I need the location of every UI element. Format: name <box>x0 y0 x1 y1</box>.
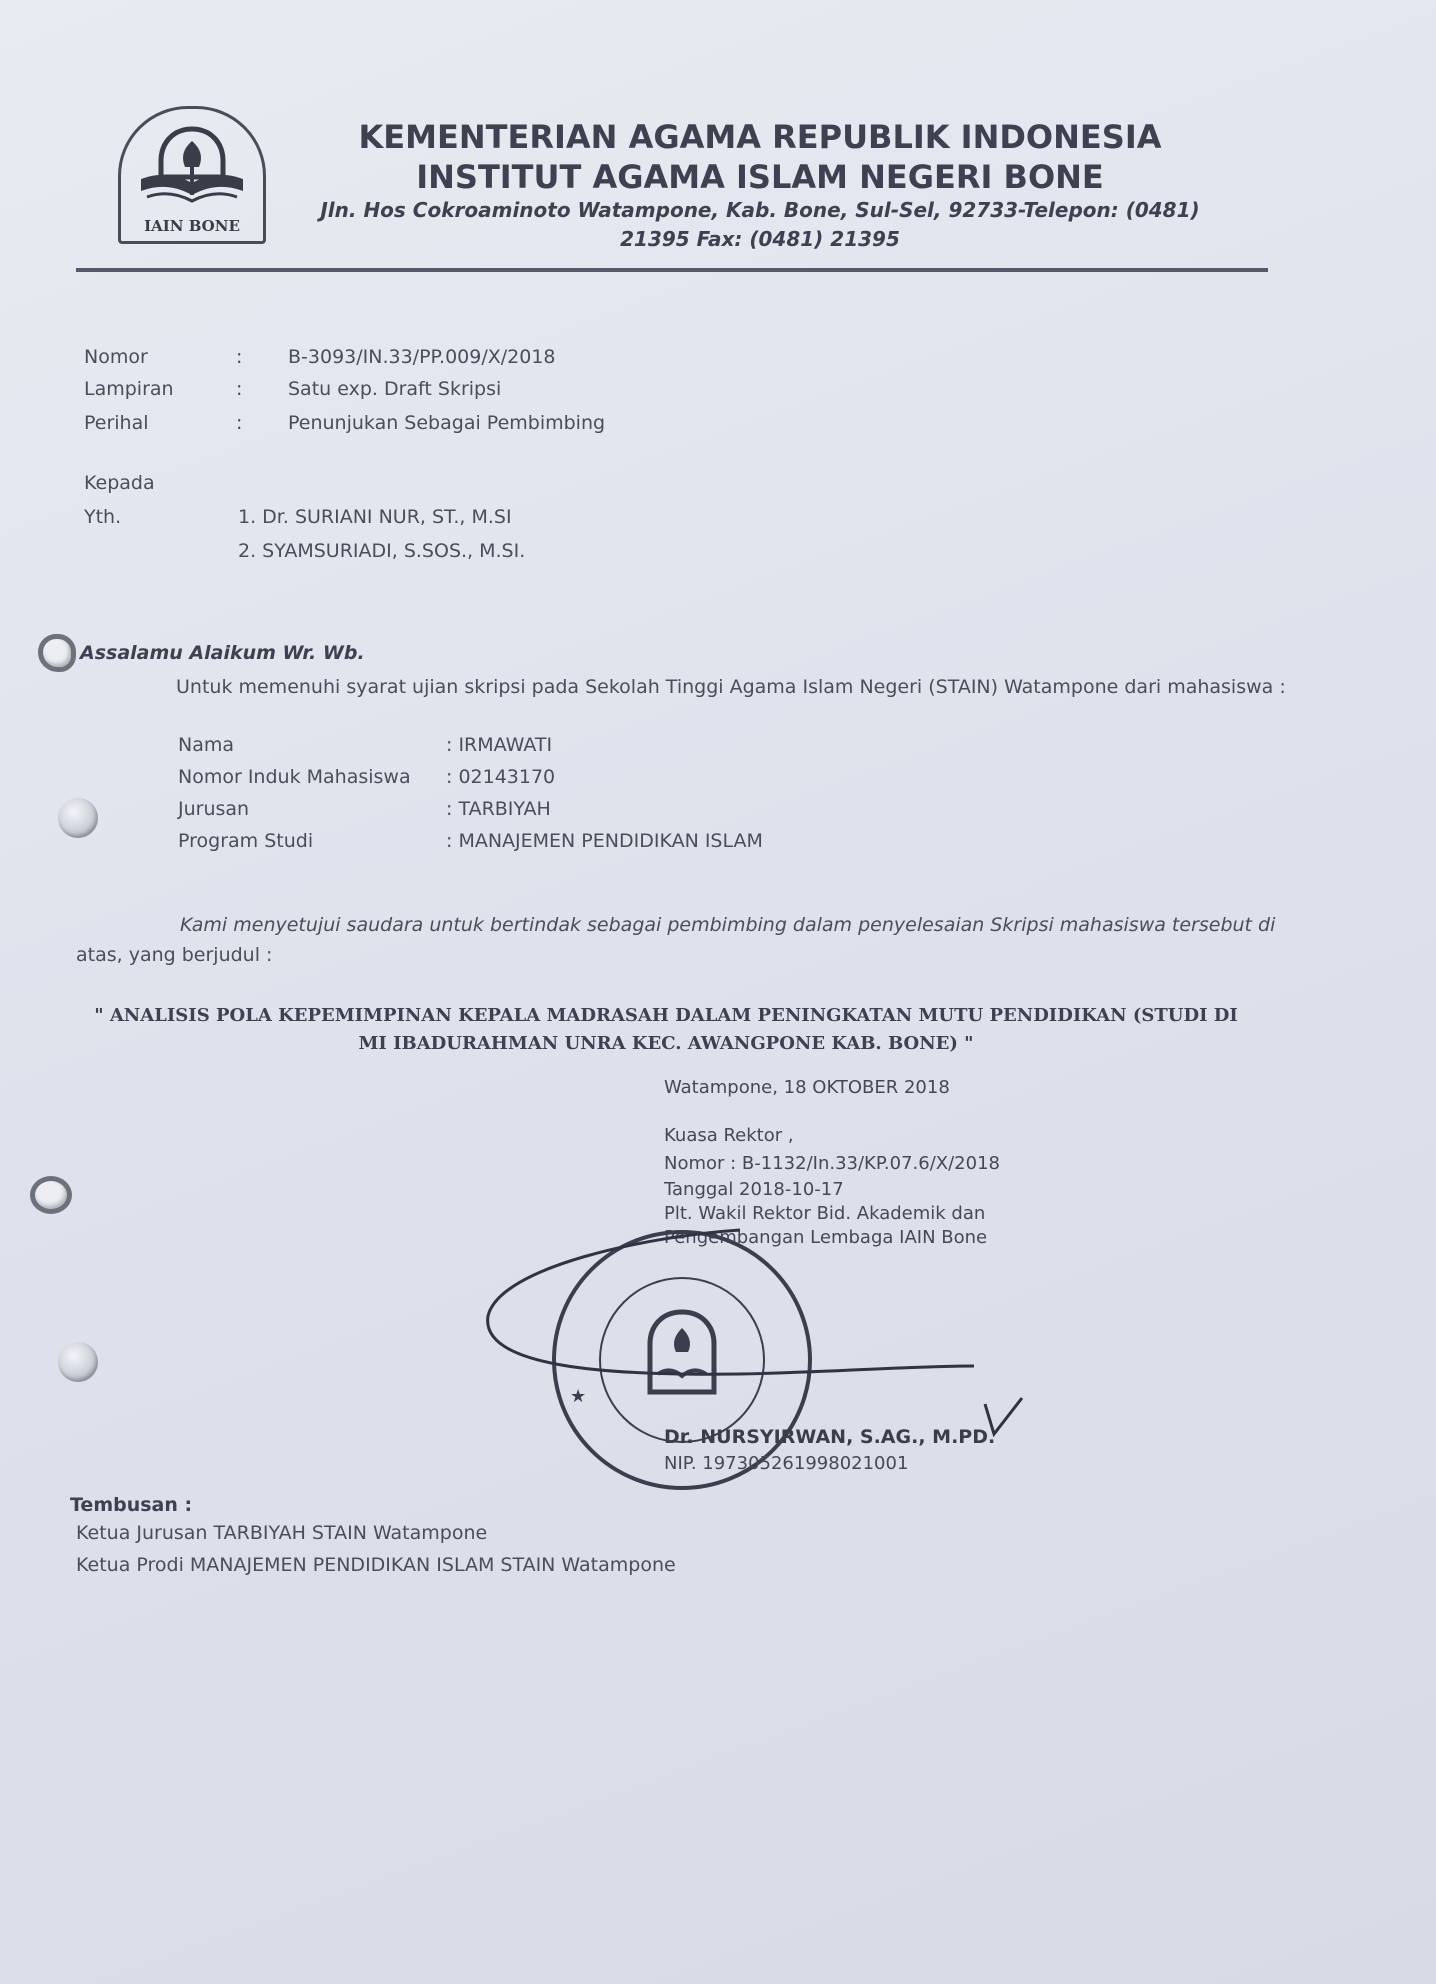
plt-line-2: Pengembangan Lembaga IAIN Bone <box>664 1227 988 1248</box>
address-line-1: Jln. Hos Cokroaminoto Watampone, Kab. Bone, Sul-Sel, 92733-Telepon: (0481) <box>320 198 1200 222</box>
institution-logo <box>118 106 266 244</box>
perihal-value: Penunjukan Sebagai Pembimbing <box>288 412 606 434</box>
kuasa-rektor: Kuasa Rektor , <box>664 1125 794 1146</box>
plt-line-1: Plt. Wakil Rektor Bid. Akademik dan <box>664 1203 986 1224</box>
logo-label: IAIN BONE <box>144 217 240 235</box>
punch-hole <box>30 1176 72 1214</box>
kepada-label: Kepada <box>84 472 155 494</box>
approval-line-2: atas, yang berjudul : <box>76 944 273 966</box>
authority-number: Nomor : B-1132/In.33/KP.07.6/X/2018 <box>664 1153 1000 1174</box>
lampiran-value: Satu exp. Draft Skripsi <box>288 378 502 400</box>
student-value: : IRMAWATI <box>446 734 553 756</box>
tembusan-title: Tembusan : <box>70 1494 193 1516</box>
header-divider <box>76 268 1268 272</box>
book-mosque-icon <box>121 117 263 217</box>
student-label: Program Studi <box>178 830 314 852</box>
approval-text: Kami menyetujui saudara untuk bertindak sebagai pembimbing dalam penyelesaian Skripsi mahasiswa tersebut di <box>180 914 1276 936</box>
tembusan-item: Ketua Jurusan TARBIYAH STAIN Watampone <box>76 1522 488 1544</box>
nomor-label: Nomor <box>84 346 148 368</box>
ministry-heading: KEMENTERIAN AGAMA REPUBLIK INDONESIA <box>358 118 1162 156</box>
punch-hole <box>58 1342 98 1382</box>
lampiran-label: Lampiran <box>84 378 174 400</box>
institute-heading: INSTITUT AGAMA ISLAM NEGERI BONE <box>416 158 1104 196</box>
student-value: : 02143170 <box>446 766 556 788</box>
signatory-nip: NIP. 197305261998021001 <box>664 1453 909 1474</box>
thesis-title-line-1: " ANALISIS POLA KEPEMIMPINAN KEPALA MADRASAH DALAM PENINGKATAN MUTU PENDIDIKAN (STUDI DI <box>94 1005 1238 1026</box>
signatory-name: Dr. NURSYIRWAN, S.AG., M.PD. <box>664 1426 996 1448</box>
thesis-title <box>76 1002 1256 1058</box>
approval-line-1 <box>180 914 1275 936</box>
student-value: : MANAJEMEN PENDIDIKAN ISLAM <box>446 830 763 852</box>
address-block <box>300 196 1220 254</box>
punch-hole <box>58 798 98 838</box>
yth-label: Yth. <box>84 506 122 528</box>
student-label: Nama <box>178 734 235 756</box>
punch-hole <box>38 634 76 672</box>
recipient-item: 1. Dr. SURIANI NUR, ST., M.SI <box>238 506 512 528</box>
thesis-title-line-2: MI IBADURAHMAN UNRA KEC. AWANGPONE KAB. BONE) " <box>358 1033 974 1054</box>
student-label: Nomor Induk Mahasiswa <box>178 766 411 788</box>
recipient-item: 2. SYAMSURIADI, S.SOS., M.SI. <box>238 540 526 562</box>
separator: : <box>236 412 243 434</box>
svg-text:★: ★ <box>570 1386 587 1407</box>
student-label: Jurusan <box>178 798 250 820</box>
tembusan-item: Ketua Prodi MANAJEMEN PENDIDIKAN ISLAM STAIN Watampone <box>76 1554 676 1576</box>
separator: : <box>236 346 243 368</box>
nomor-value: B-3093/IN.33/PP.009/X/2018 <box>288 346 556 368</box>
greeting: Assalamu Alaikum Wr. Wb. <box>80 642 365 664</box>
student-value: : TARBIYAH <box>446 798 551 820</box>
address-line-2: 21395 Fax: (0481) 21395 <box>620 227 900 251</box>
separator: : <box>236 378 243 400</box>
authority-date: Tanggal 2018-10-17 <box>664 1179 844 1200</box>
place-date: Watampone, 18 OKTOBER 2018 <box>664 1077 950 1098</box>
intro-paragraph: Untuk memenuhi syarat ujian skripsi pada Sekolah Tinggi Agama Islam Negeri (STAIN) Watampone dari mahasiswa : <box>176 676 1286 698</box>
perihal-label: Perihal <box>84 412 149 434</box>
